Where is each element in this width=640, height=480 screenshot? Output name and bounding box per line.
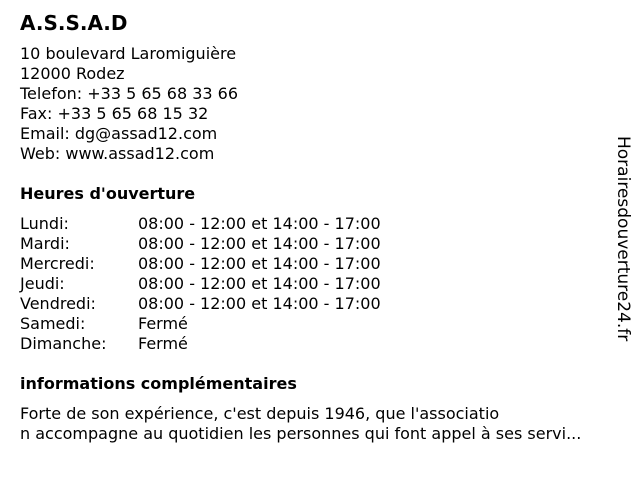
hours-row — [20, 294, 381, 314]
business-name: A.S.S.A.D — [20, 11, 128, 35]
opening-hours-table — [20, 214, 381, 354]
day-hours: Fermé — [138, 334, 188, 353]
contact-block — [20, 44, 238, 164]
hours-row — [20, 314, 381, 334]
day-label: Jeudi: — [20, 274, 65, 293]
info-line: n accompagne au quotidien les personnes qui font appel à ses servi... — [20, 424, 582, 443]
day-label: Vendredi: — [20, 294, 96, 313]
day-hours: Fermé — [138, 314, 188, 333]
website: Web: www.assad12.com — [20, 144, 215, 163]
day-label: Mercredi: — [20, 254, 95, 273]
hours-row — [20, 334, 381, 354]
fax-number: Fax: +33 5 65 68 15 32 — [20, 104, 209, 123]
additional-info-heading: informations complémentaires — [20, 374, 297, 393]
site-watermark: Horairesdouverture24.fr — [613, 136, 633, 342]
day-hours: 08:00 - 12:00 et 14:00 - 17:00 — [138, 254, 381, 273]
day-label: Samedi: — [20, 314, 86, 333]
hours-row — [20, 254, 381, 274]
street-address: 10 boulevard Laromiguière — [20, 44, 237, 63]
day-hours: 08:00 - 12:00 et 14:00 - 17:00 — [138, 294, 381, 313]
email-address: Email: dg@assad12.com — [20, 124, 218, 143]
info-line: Forte de son expérience, c'est depuis 1946, que l'associatio — [20, 404, 500, 423]
day-label: Lundi: — [20, 214, 69, 233]
day-hours: 08:00 - 12:00 et 14:00 - 17:00 — [138, 234, 381, 253]
hours-row — [20, 214, 381, 234]
day-hours: 08:00 - 12:00 et 14:00 - 17:00 — [138, 274, 381, 293]
day-hours: 08:00 - 12:00 et 14:00 - 17:00 — [138, 214, 381, 233]
additional-info-text — [20, 404, 630, 444]
city: 12000 Rodez — [20, 64, 125, 83]
hours-row — [20, 274, 381, 294]
day-label: Mardi: — [20, 234, 70, 253]
day-label: Dimanche: — [20, 334, 107, 353]
hours-row — [20, 234, 381, 254]
opening-hours-heading: Heures d'ouverture — [20, 184, 196, 203]
phone-number: Telefon: +33 5 65 68 33 66 — [20, 84, 239, 103]
